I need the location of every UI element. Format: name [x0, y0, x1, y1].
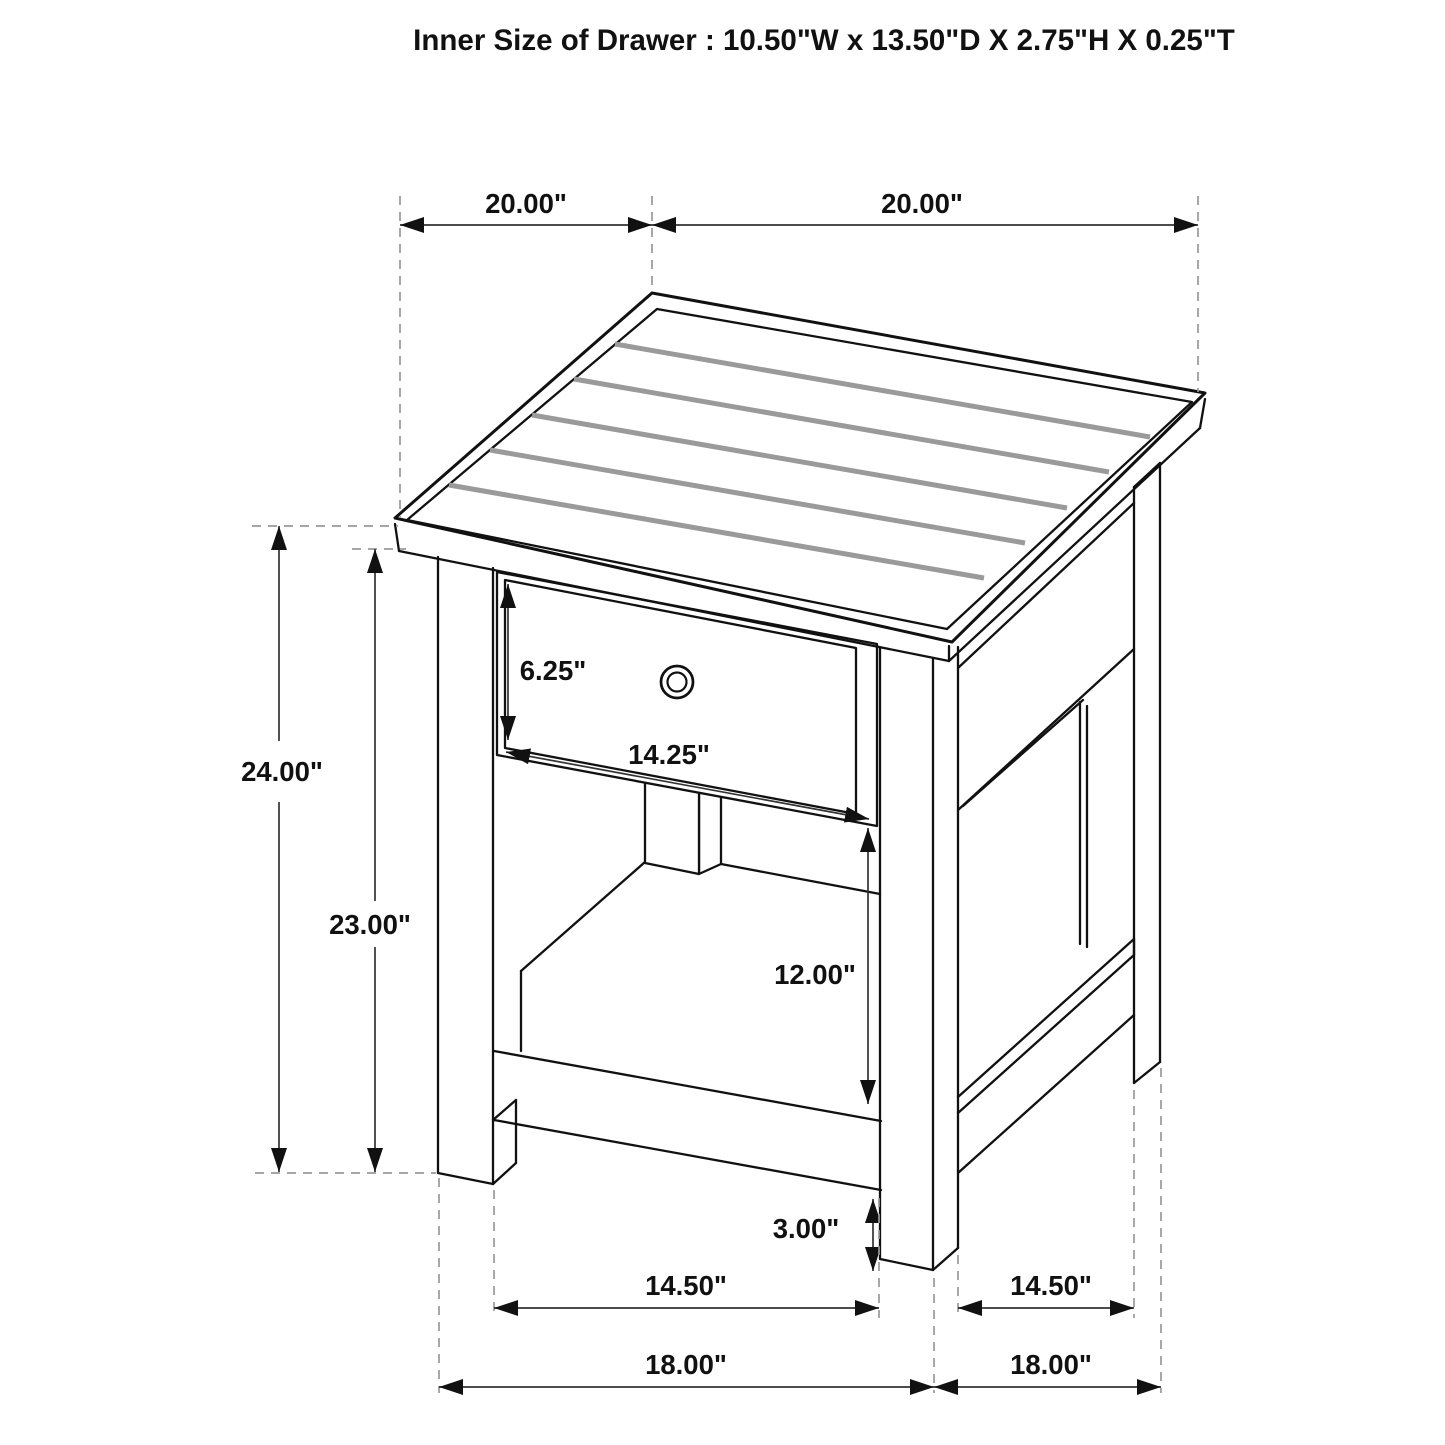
dim-inner-width-front-label: 14.50"	[645, 1270, 727, 1301]
dim-underside-height-label: 23.00"	[329, 909, 411, 940]
dim-foot-height	[773, 1199, 873, 1271]
dim-underside-height	[329, 549, 411, 1172]
front-rail	[494, 1051, 881, 1190]
dim-top-depth-label: 20.00"	[485, 188, 567, 219]
dim-top-width-label: 20.00"	[881, 188, 963, 219]
dim-shelf-clearance-label: 12.00"	[774, 959, 856, 990]
dim-top-width	[652, 188, 1198, 225]
dim-shelf-clearance	[774, 828, 868, 1104]
back-right-leg	[1134, 463, 1160, 1083]
front-right-leg	[880, 647, 958, 1270]
dim-outer-width-front-label: 18.00"	[645, 1349, 727, 1380]
dim-drawer-height-label: 6.25"	[519, 655, 587, 686]
dim-inner-width-front	[494, 1270, 879, 1308]
dim-overall-height-label: 24.00"	[241, 756, 323, 787]
dim-foot-height-label: 3.00"	[772, 1213, 840, 1244]
dim-inner-depth-side-label: 14.50"	[1010, 1270, 1092, 1301]
dim-outer-depth-side-label: 18.00"	[1010, 1349, 1092, 1380]
interior-back-left-leg	[1080, 702, 1087, 947]
dim-outer-width-front	[439, 1349, 934, 1387]
dim-top-depth	[400, 188, 652, 225]
side-stretcher	[958, 1015, 1134, 1173]
dim-outer-depth-side	[934, 1349, 1161, 1387]
drawing-title: Inner Size of Drawer : 10.50"W x 13.50"D X 2.75"H X 0.25"T	[413, 24, 1235, 57]
dim-drawer-width-label: 14.25"	[628, 739, 710, 770]
dim-inner-depth-side	[958, 1270, 1134, 1308]
dim-overall-height	[241, 526, 323, 1172]
interior-shelf-edges	[521, 862, 880, 1051]
shelf-side-edge	[958, 939, 1134, 1113]
